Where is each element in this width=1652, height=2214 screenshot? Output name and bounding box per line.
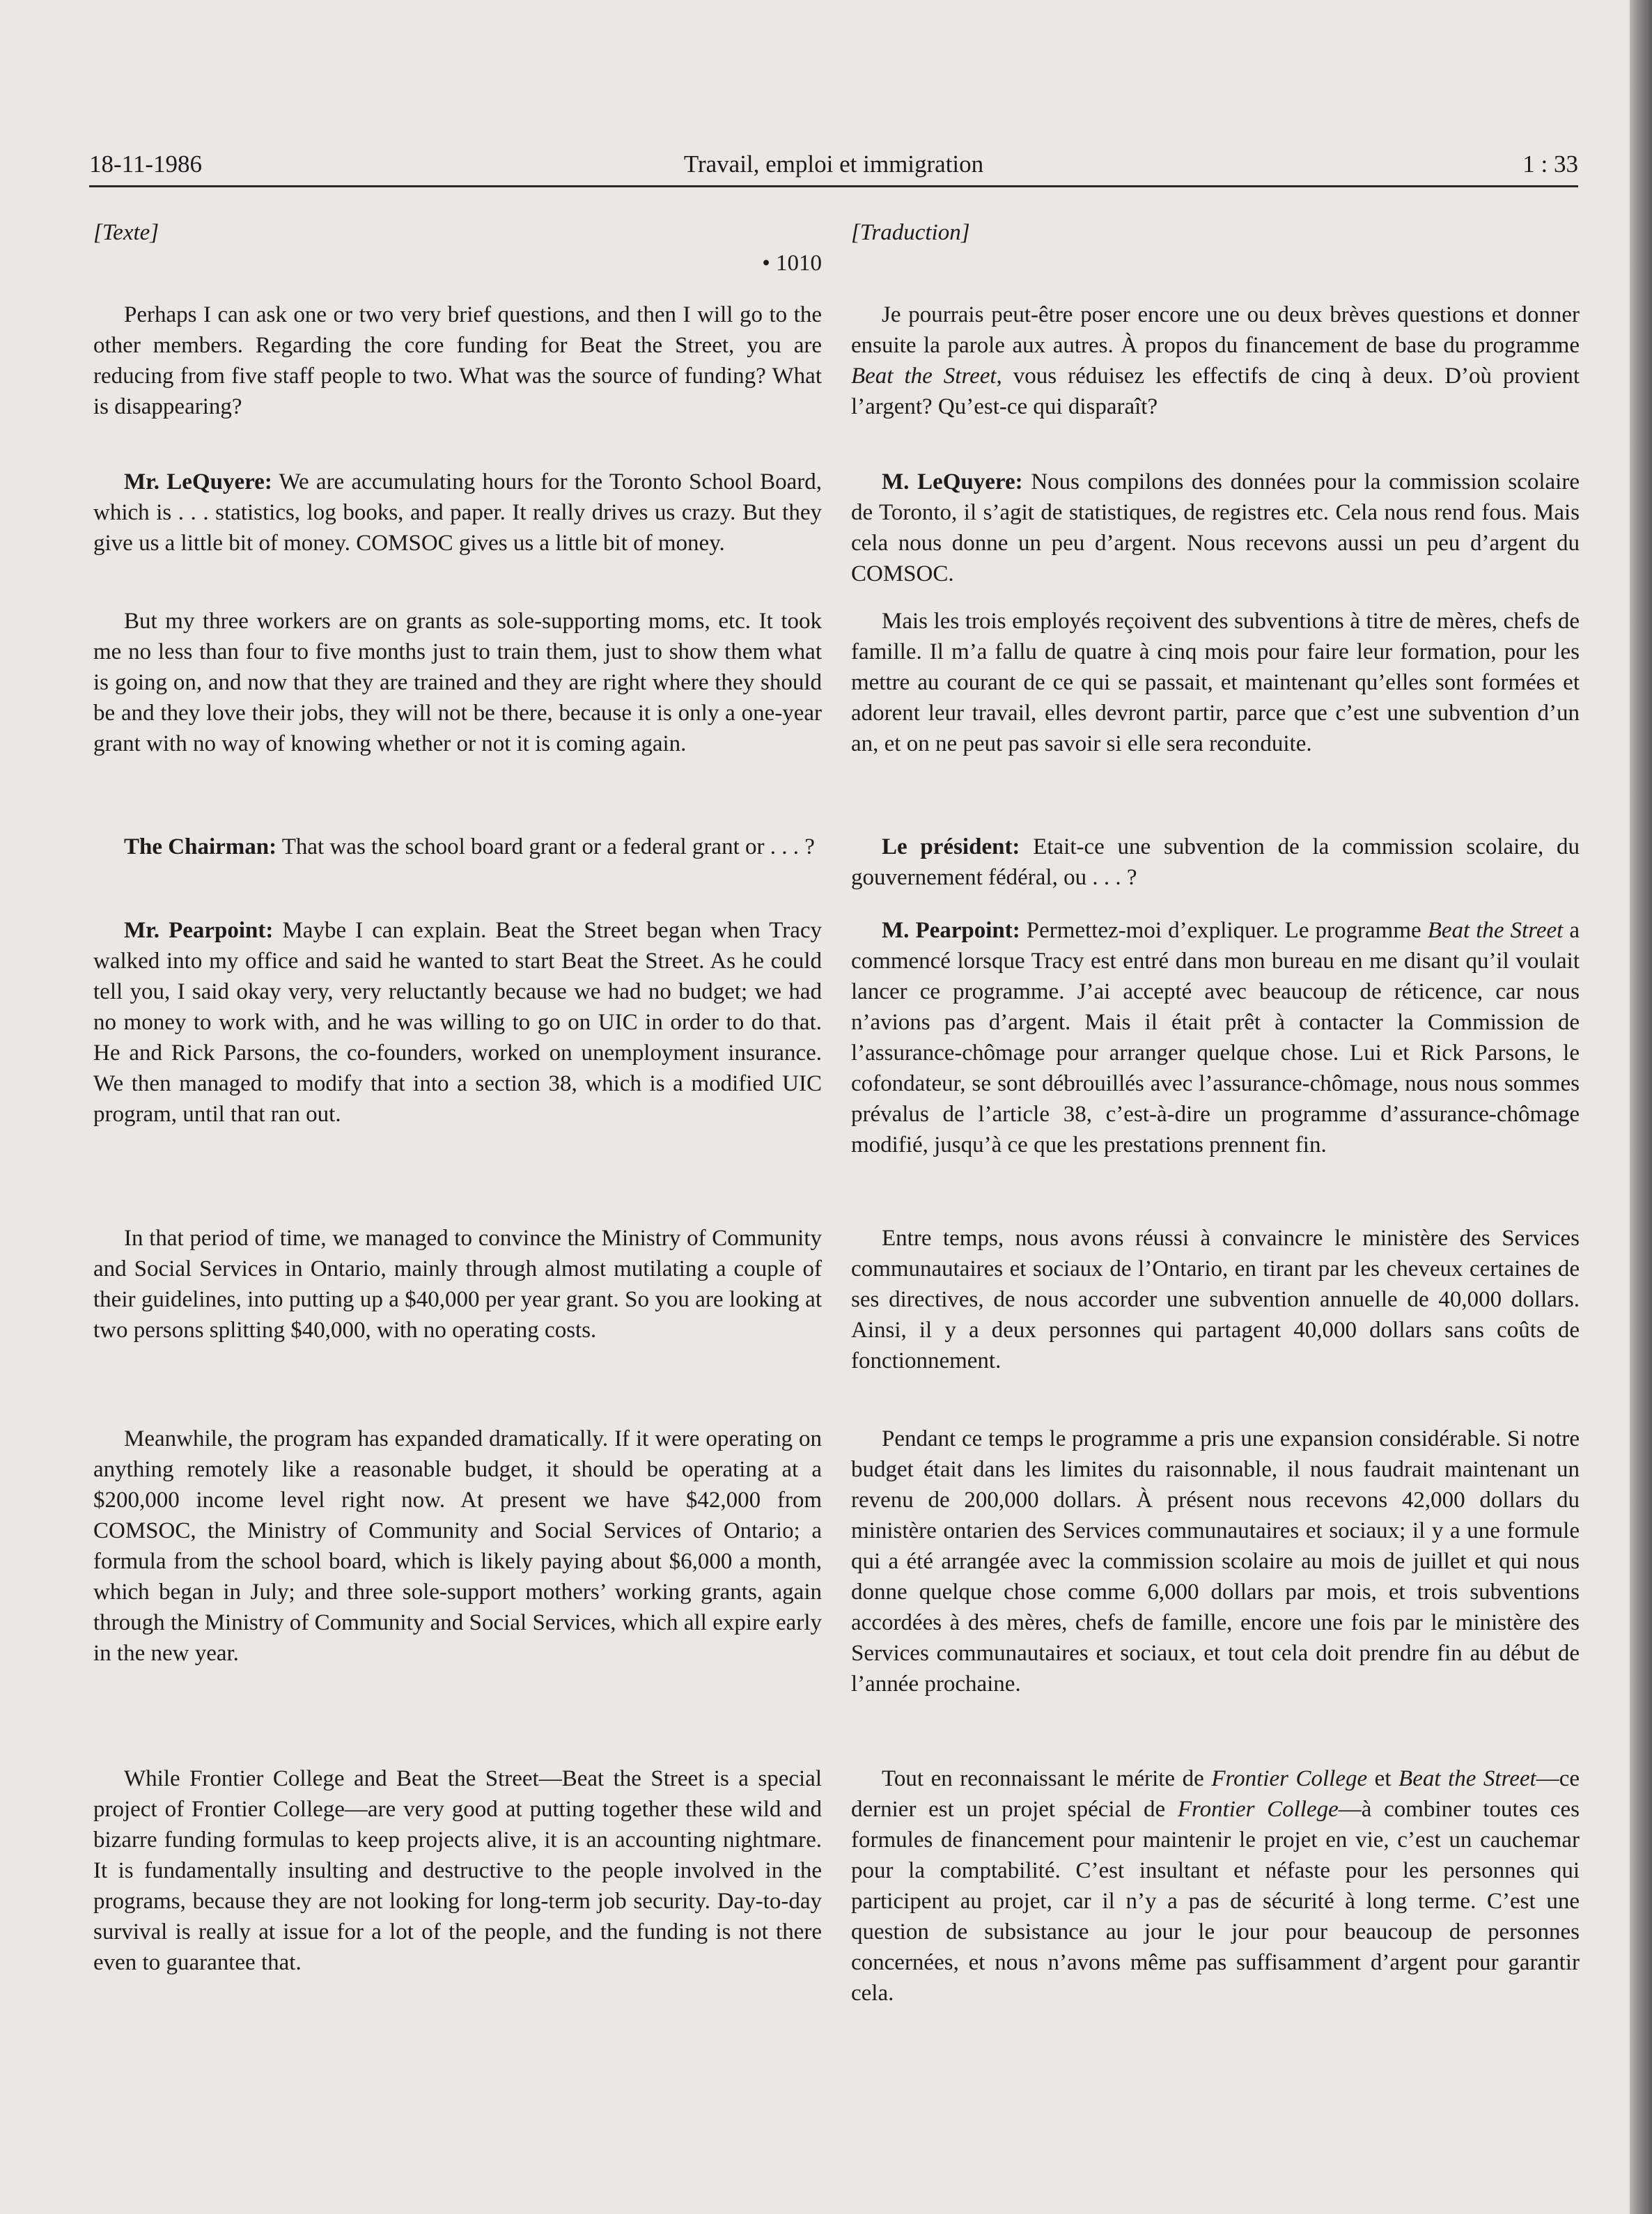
- paragraph-text: We are accumulating hours for the Toronto School Board, which is . . . statistics, log books, and paper. It really drives us crazy. But they give us a little bit of money. COMSOC gives us a little bit of money.: [93, 469, 822, 556]
- speaker-name: Mr. Pearpoint:: [124, 918, 274, 943]
- timestamp: • 1010: [762, 251, 822, 276]
- french-paragraph: [851, 606, 1580, 759]
- french-column: [851, 217, 1580, 2006]
- paragraph-text: But my three workers are on grants as sole-supporting moms, etc. It took me no less than four to five months just to train them, just to show them what is going on, and now that they are trained and they are right where they should be and they love their jobs, they will not be there, because it is only a one-year grant with no way of knowing whether or not it is coming again.: [93, 609, 822, 756]
- english-paragraph: [93, 299, 822, 422]
- paragraph-text: Permettez-moi d’expliquer. Le programme Beat the Street a commencé lorsque Tracy est entré dans mon bureau en me disant qu’il voulait lancer ce programme. J’ai accepté avec beaucoup de réticence, car nous n’avions pas d’argent. Mais il était prêt à contacter la Commission de l’assurance-chômage pour arranger quelque chose. Lui et Rick Parsons, le cofondateur, se sont débrouillés avec l’assurance-chômage, nous nous sommes prévalus de l’article 38, c’est-à-dire un programme d’assurance-chômage modifié, jusqu’à ce que les prestations prennent fin.: [851, 918, 1580, 1157]
- english-paragraph: [93, 915, 822, 1130]
- french-paragraph: [851, 1763, 1580, 2009]
- english-paragraph: [93, 606, 822, 759]
- french-paragraph: [851, 915, 1580, 1160]
- paragraph-text: Meanwhile, the program has expanded dramatically. If it were operating on anything remotely like a reasonable budget, it should be operating at a $200,000 income level right now. At present we have $42,000 from COMSOC, the Ministry of Community and Social Services of Ontario; a formula from the school board, which is likely paying about $6,000 a month, which began in July; and three sole-support mothers’ working grants, again through the Ministry of Community and Social Services, which all expire early in the new year.: [93, 1426, 822, 1666]
- english-paragraph: [93, 1763, 822, 1978]
- paragraph-text: Pendant ce temps le programme a pris une expansion considérable. Si notre budget était dans les limites du raisonnable, il nous faudrait maintenant un revenu de 200,000 dollars. À présent nous recevons 42,000 dollars du ministère ontarien des Services communautaires et sociaux; il y a une formule qui a été arrangée avec la commission scolaire au mois de juillet et qui nous donne quelque chose comme 6,000 dollars par mois, et trois subventions accordées à des mères, chefs de famille, encore une fois par le ministère des Services communautaires et sociaux, et tout cela doit prendre fin au début de l’année prochaine.: [851, 1426, 1580, 1697]
- column-label-traduction: [Traduction]: [851, 220, 970, 245]
- paragraph-text: Mais les trois employés reçoivent des subventions à titre de mères, chefs de famille. Il m’a fallu de quatre à cinq mois pour faire leur formation, pour les mettre au courant de ce qui se passait, et maintenant qu’elles sont formées et adorent leur travail, elles devront partir, parce que c’est une subvention d’un an, et on ne peut pas savoir si elle sera reconduite.: [851, 609, 1580, 756]
- paragraph-text: Je pourrais peut-être poser encore une ou deux brèves questions et donner ensuite la parole aux autres. À propos du financement de base du programme Beat the Street, vous réduisez les effectifs de cinq à deux. D’où provient l’argent? Qu’est-ce qui disparaît?: [851, 302, 1580, 419]
- english-paragraph: [93, 832, 822, 862]
- paragraph-text: Maybe I can explain. Beat the Street began when Tracy walked into my office and said he wanted to start Beat the Street. As he could tell you, I said okay very, very reluctantly because we had no budget; we had no money to work with, and he was willing to go on UIC in order to do that. He and Rick Parsons, the co-founders, worked on unemployment insurance. We then managed to modify that into a section 38, which is a modified UIC program, until that ran out.: [93, 918, 822, 1127]
- french-paragraph: [851, 1424, 1580, 1699]
- speaker-name: M. LeQuyere:: [882, 469, 1023, 494]
- english-column: [93, 217, 822, 1975]
- header-date: 18-11-1986: [89, 150, 203, 178]
- paragraph-text: In that period of time, we managed to convince the Ministry of Community and Social Services in Ontario, mainly through almost mutilating a couple of their guidelines, into putting up a $40,000 per year grant. So you are looking at two persons splitting $40,000, with no operating costs.: [93, 1226, 822, 1343]
- header-title: Travail, emploi et immigration: [683, 150, 984, 178]
- french-paragraph: [851, 1223, 1580, 1376]
- paragraph-text: Nous compilons des données pour la commission scolaire de Toronto, il s’agit de statistiques, de registres etc. Cela nous rend fous. Mais cela nous donne un peu d’argent. Nous recevons aussi un peu d’argent du COMSOC.: [851, 469, 1580, 586]
- paragraph-text: That was the school board grant or a federal grant or . . . ?: [276, 834, 815, 859]
- french-paragraph: [851, 832, 1580, 893]
- paragraph-text: Perhaps I can ask one or two very brief questions, and then I will go to the other members. Regarding the core funding for Beat the Street, you are reducing from five staff people to two. What was the source of funding? What is disappearing?: [93, 302, 822, 419]
- paragraph-text: Etait-ce une subvention de la commission scolaire, du gouvernement fédéral, ou . . . ?: [851, 834, 1580, 890]
- header-page-number: 1 : 33: [1522, 150, 1578, 178]
- english-paragraph: [93, 1424, 822, 1669]
- column-label-texte: [Texte]: [93, 220, 159, 245]
- paragraph-text: Entre temps, nous avons réussi à convaincre le ministère des Services communautaires et sociaux de l’Ontario, en tirant par les cheveux certaines de ses directives, de nous accorder une subvention annuelle de 40,000 dollars. Ainsi, il y a deux personnes qui partagent 40,000 dollars sans coûts de fonctionnement.: [851, 1226, 1580, 1373]
- page-edge: [1630, 0, 1652, 2214]
- french-paragraph: [851, 467, 1580, 589]
- speaker-name: The Chairman:: [124, 834, 277, 859]
- speaker-name: Mr. LeQuyere:: [124, 469, 272, 494]
- speaker-name: M. Pearpoint:: [882, 918, 1020, 943]
- paragraph-text: Tout en reconnaissant le mérite de Frontier College et Beat the Street—ce dernier est un projet spécial de Frontier College—à combiner toutes ces formules de financement pour maintenir le projet en vie, c’est un cauchemar pour la comptabilité. C’est insultant et néfaste pour les personnes qui participent au projet, car il n’y a pas de sécurité à long terme. C’est une question de subsistance au jour le jour pour beaucoup de personnes concernées, et nous n’avons même pas suffisamment d’argent pour garantir cela.: [851, 1766, 1580, 2006]
- french-paragraph: [851, 299, 1580, 422]
- english-paragraph: [93, 467, 822, 559]
- english-paragraph: [93, 1223, 822, 1346]
- speaker-name: Le président:: [882, 834, 1020, 859]
- running-header: [89, 143, 1578, 187]
- paragraph-text: While Frontier College and Beat the Street—Beat the Street is a special project of Frontier College—are very good at putting together these wild and bizarre funding formulas to keep projects alive, it is an accounting nightmare. It is fundamentally insulting and destructive to the people involved in the programs, because they are not looking for long-term job security. Day-to-day survival is really at issue for a lot of the people, and the funding is not there even to guarantee that.: [93, 1766, 822, 1975]
